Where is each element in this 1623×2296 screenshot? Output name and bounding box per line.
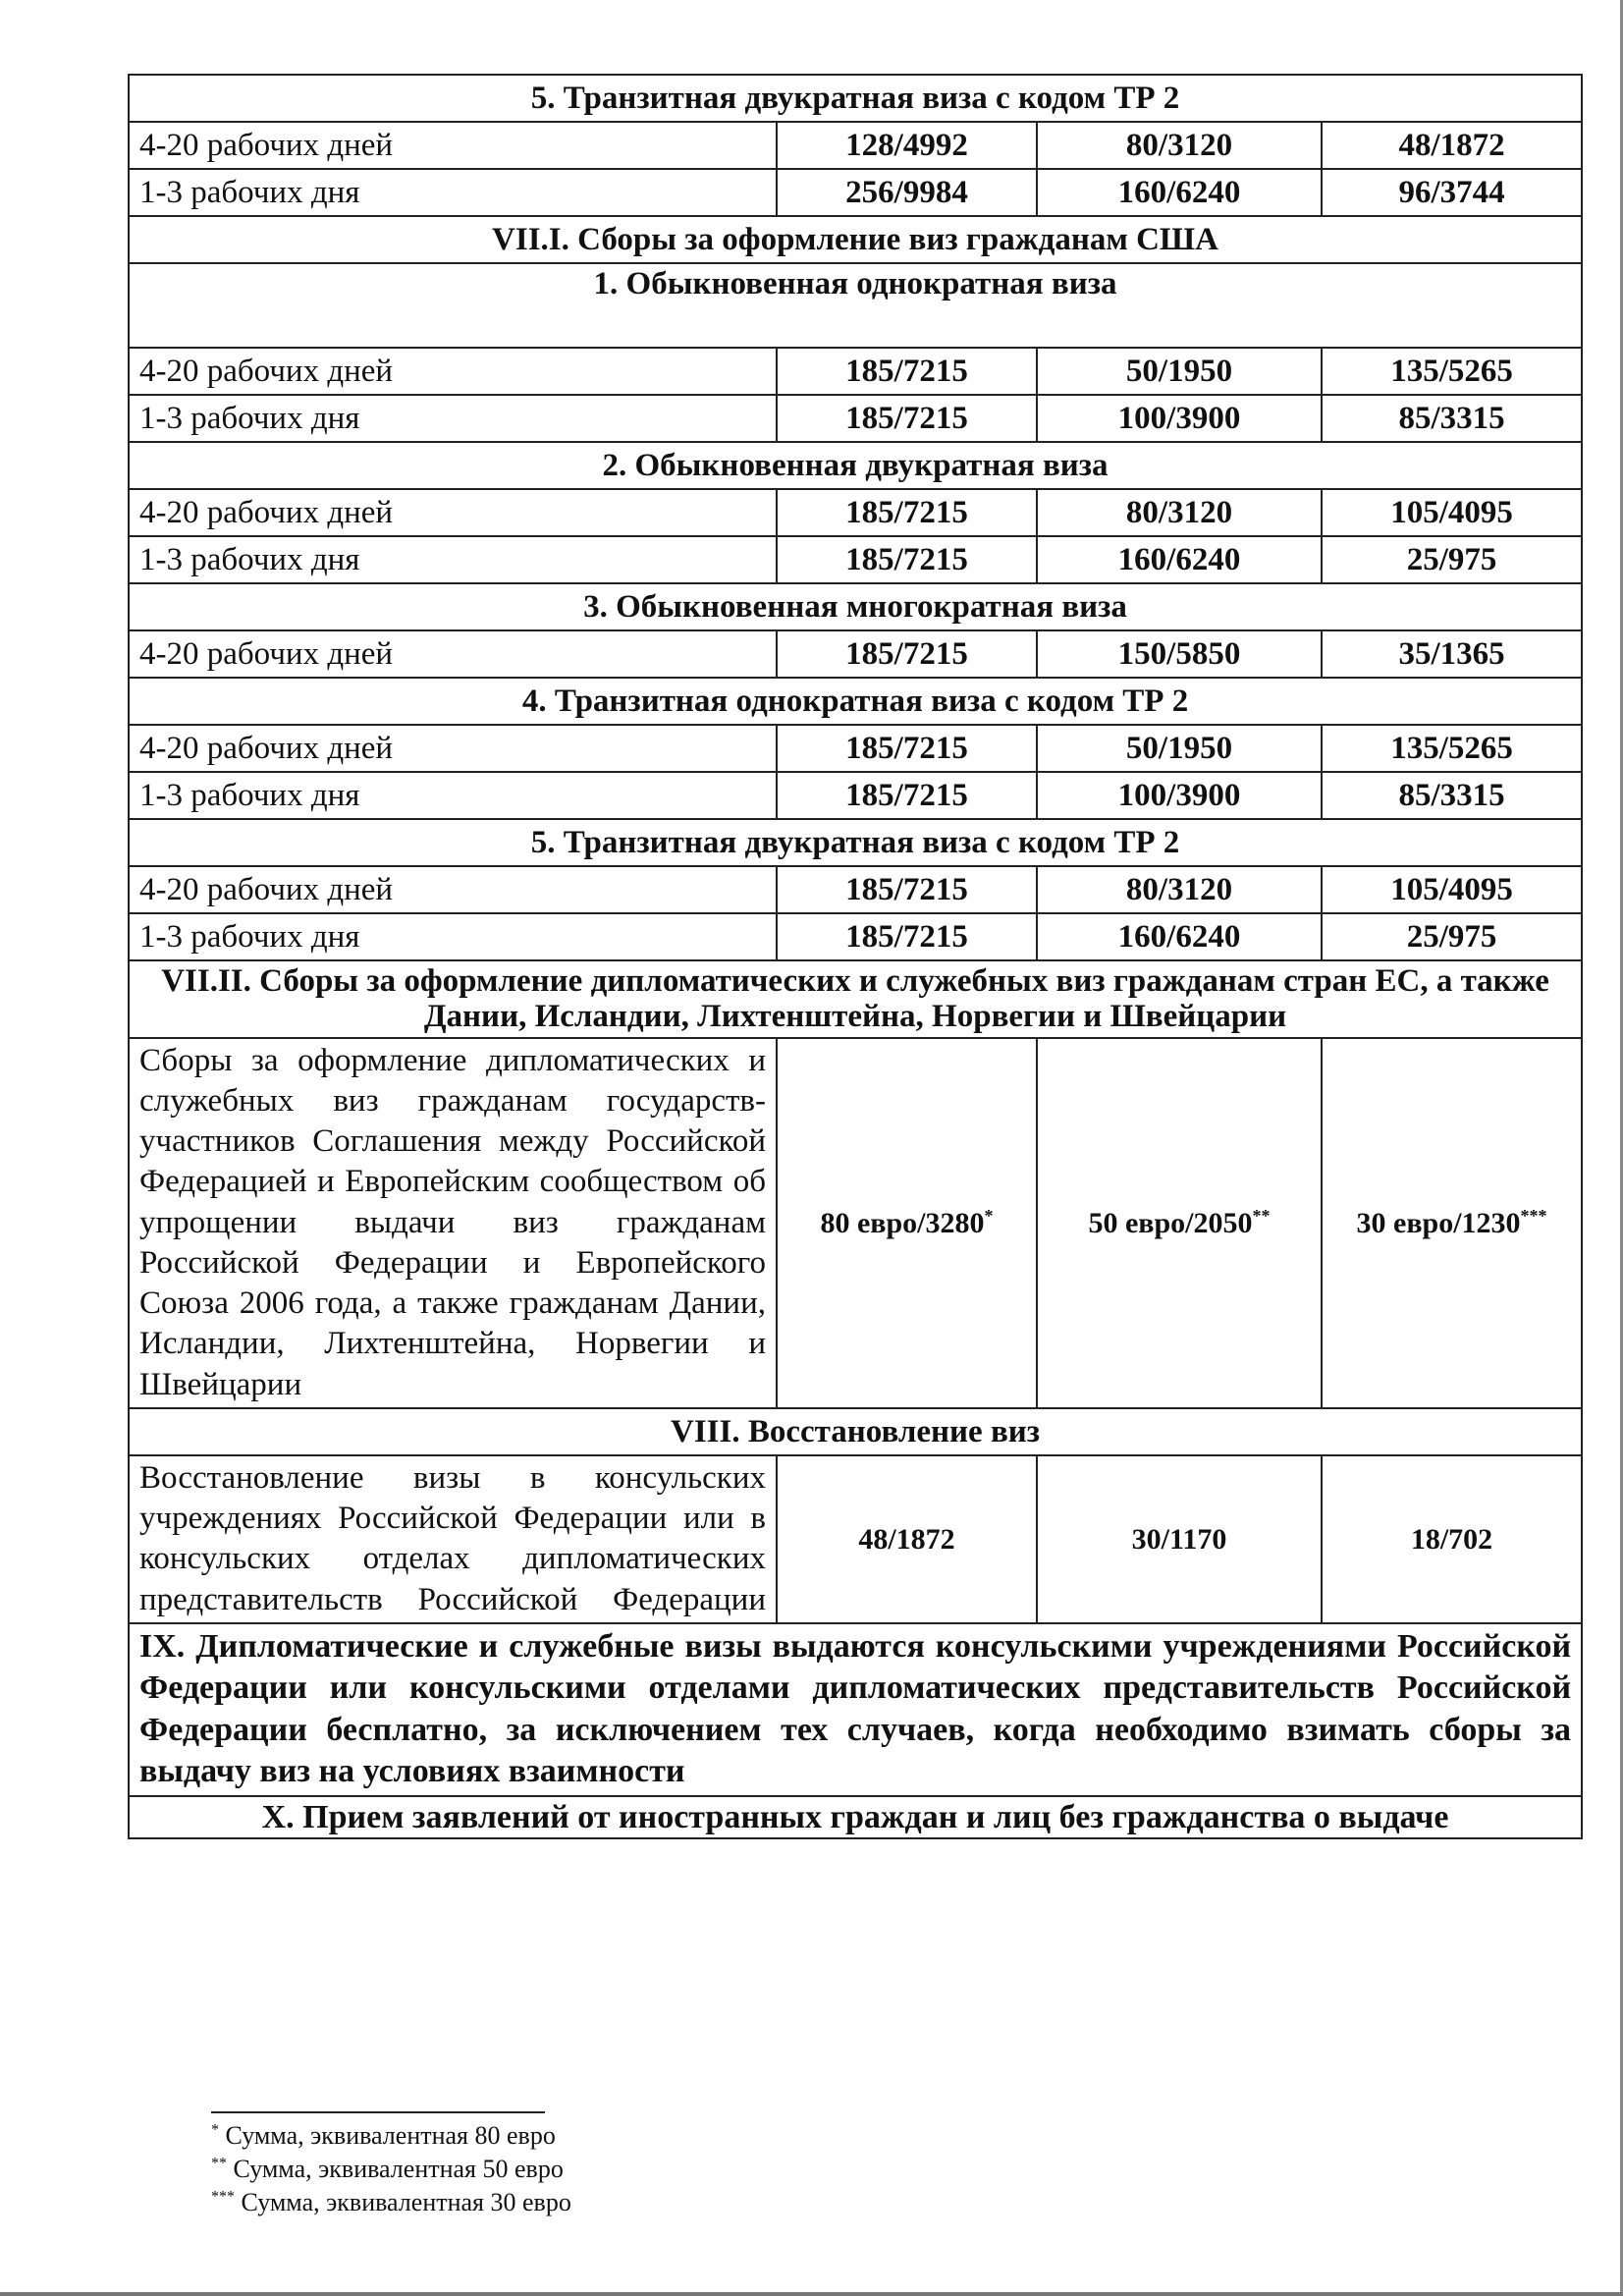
visa-fees-table xyxy=(128,74,1583,1839)
footnote xyxy=(211,2186,571,2219)
fee-value: 96/3744 xyxy=(1322,169,1582,216)
fee-value: 135/5265 xyxy=(1322,725,1582,772)
footnote-mark: * xyxy=(211,2121,219,2139)
fee-amount: 80 евро/3280 xyxy=(820,1206,985,1239)
fee-amount: 30/1170 xyxy=(1131,1522,1227,1556)
section-heading: 2. Обыкновенная двукратная виза xyxy=(129,442,1582,489)
term-label: 4-20 рабочих дней xyxy=(129,122,777,169)
section-heading: VIII. Восстановление виз xyxy=(129,1408,1582,1455)
term-label: 1-3 рабочих дня xyxy=(129,395,777,442)
table-row xyxy=(129,395,1582,442)
fee-value: 50/1950 xyxy=(1037,725,1322,772)
table-row xyxy=(129,678,1582,725)
fee-value xyxy=(1037,1455,1322,1623)
fee-value: 50/1950 xyxy=(1037,348,1322,395)
fee-value xyxy=(1322,1038,1582,1408)
fee-value xyxy=(777,1455,1037,1623)
section-heading: 5. Транзитная двукратная виза с кодом ТР 2 xyxy=(129,75,1582,122)
footnote-mark: ** xyxy=(211,2155,227,2172)
fee-value: 85/3315 xyxy=(1322,395,1582,442)
fee-value: 100/3900 xyxy=(1037,772,1322,819)
section-heading: 5. Транзитная двукратная виза с кодом ТР 2 xyxy=(129,819,1582,866)
term-label: 4-20 рабочих дней xyxy=(129,630,777,678)
table-row xyxy=(129,75,1582,122)
table-row xyxy=(129,819,1582,866)
fee-value: 80/3120 xyxy=(1037,122,1322,169)
term-label: 4-20 рабочих дней xyxy=(129,866,777,913)
table-row xyxy=(129,913,1582,960)
table-row xyxy=(129,583,1582,630)
footnote-mark: ** xyxy=(1252,1205,1271,1226)
fee-value: 160/6240 xyxy=(1037,913,1322,960)
fee-value: 35/1365 xyxy=(1322,630,1582,678)
fee-value: 128/4992 xyxy=(777,122,1037,169)
footnote-text: Сумма, эквивалентная 80 евро xyxy=(225,2121,556,2150)
table-row xyxy=(129,263,1582,348)
term-label: 4-20 рабочих дней xyxy=(129,348,777,395)
term-label: 1-3 рабочих дня xyxy=(129,772,777,819)
section-heading: 1. Обыкновенная однократная виза xyxy=(129,263,1582,348)
footnote-text: Сумма, эквивалентная 50 евро xyxy=(233,2154,564,2183)
term-label: 4-20 рабочих дней xyxy=(129,489,777,536)
fee-value: 85/3315 xyxy=(1322,772,1582,819)
fee-value: 25/975 xyxy=(1322,536,1582,583)
fee-value: 135/5265 xyxy=(1322,348,1582,395)
term-label: 1-3 рабочих дня xyxy=(129,913,777,960)
table-row xyxy=(129,630,1582,678)
fee-amount: 50 евро/2050 xyxy=(1088,1206,1253,1239)
section-heading: X. Прием заявлений от иностранных граждан и лиц без гражданства о выдаче xyxy=(129,1796,1582,1838)
fee-value: 160/6240 xyxy=(1037,536,1322,583)
section-heading: VII.II. Сборы за оформление дипломатических и служебных виз гражданам стран ЕС, а также Дании, Исландии, Лихтенштейна, Норвегии и Швейцарии xyxy=(129,960,1582,1038)
table-row xyxy=(129,348,1582,395)
section-heading: VII.I. Сборы за оформление виз гражданам США xyxy=(129,216,1582,263)
fee-value: 160/6240 xyxy=(1037,169,1322,216)
fee-value: 185/7215 xyxy=(777,866,1037,913)
fee-value: 150/5850 xyxy=(1037,630,1322,678)
fee-value: 100/3900 xyxy=(1037,395,1322,442)
footnote-mark: * xyxy=(984,1205,994,1226)
section-heading: 3. Обыкновенная многократная виза xyxy=(129,583,1582,630)
term-label: 1-3 рабочих дня xyxy=(129,536,777,583)
term-label: 4-20 рабочих дней xyxy=(129,725,777,772)
table-row xyxy=(129,1796,1582,1838)
table-row xyxy=(129,1455,1582,1623)
section-heading: 4. Транзитная однократная виза с кодом ТР 2 xyxy=(129,678,1582,725)
fee-amount: 48/1872 xyxy=(858,1522,955,1556)
table-row xyxy=(129,960,1582,1038)
fee-value: 185/7215 xyxy=(777,489,1037,536)
table-row xyxy=(129,1408,1582,1455)
fee-value: 185/7215 xyxy=(777,536,1037,583)
fee-value: 185/7215 xyxy=(777,630,1037,678)
table-row xyxy=(129,1038,1582,1408)
fee-value: 185/7215 xyxy=(777,772,1037,819)
table-row xyxy=(129,216,1582,263)
term-label: 1-3 рабочих дня xyxy=(129,169,777,216)
table-row xyxy=(129,122,1582,169)
fee-value: 185/7215 xyxy=(777,913,1037,960)
section-note: IX. Дипломатические и служебные визы выдаются консульскими учреждениями Российской Федерации или консульскими отделами дипломатических представительств Российской Федерации бесплатно, за исключением тех случаев, когда необходимо взимать сборы за выдачу виз на условиях взаимности xyxy=(129,1623,1582,1796)
fee-value: 256/9984 xyxy=(777,169,1037,216)
scan-bottom-edge xyxy=(0,2292,1623,2296)
fee-description: Сборы за оформление дипломатических и служебных виз гражданам государств-участников Соглашения между Российской Федерацией и Европейским сообществом об упрощении выдачи виз гражданам Российской Федерации и Европейского Союза 2006 года, а также гражданам Дании, Исландии, Лихтенштейна, Норвегии и Швейцарии xyxy=(129,1038,777,1408)
table-row xyxy=(129,772,1582,819)
table-row xyxy=(129,536,1582,583)
footnote xyxy=(211,2119,571,2153)
fee-value: 185/7215 xyxy=(777,395,1037,442)
footnote-mark: *** xyxy=(211,2187,235,2205)
footnote-mark: *** xyxy=(1520,1205,1547,1226)
fee-value: 48/1872 xyxy=(1322,122,1582,169)
fee-value xyxy=(1322,1455,1582,1623)
table-row xyxy=(129,866,1582,913)
table-row xyxy=(129,442,1582,489)
fee-value: 80/3120 xyxy=(1037,866,1322,913)
fee-value: 105/4095 xyxy=(1322,866,1582,913)
fee-amount: 18/702 xyxy=(1410,1522,1493,1556)
fee-value: 185/7215 xyxy=(777,348,1037,395)
fee-value: 185/7215 xyxy=(777,725,1037,772)
footnote xyxy=(211,2153,571,2186)
table-row xyxy=(129,725,1582,772)
fee-value: 80/3120 xyxy=(1037,489,1322,536)
table-row xyxy=(129,169,1582,216)
footnote-rule xyxy=(211,2111,545,2113)
table-row xyxy=(129,489,1582,536)
footnotes xyxy=(211,2111,571,2218)
fee-value xyxy=(1037,1038,1322,1408)
fee-value: 105/4095 xyxy=(1322,489,1582,536)
fee-value xyxy=(777,1038,1037,1408)
table-row xyxy=(129,1623,1582,1796)
footnote-text: Сумма, эквивалентная 30 евро xyxy=(241,2187,571,2216)
fee-value: 25/975 xyxy=(1322,913,1582,960)
fee-amount: 30 евро/1230 xyxy=(1356,1206,1521,1239)
fee-description: Восстановление визы в консульских учреждениях Российской Федерации или в консульских отделах дипломатических представительств Российской Федерации xyxy=(129,1455,777,1623)
